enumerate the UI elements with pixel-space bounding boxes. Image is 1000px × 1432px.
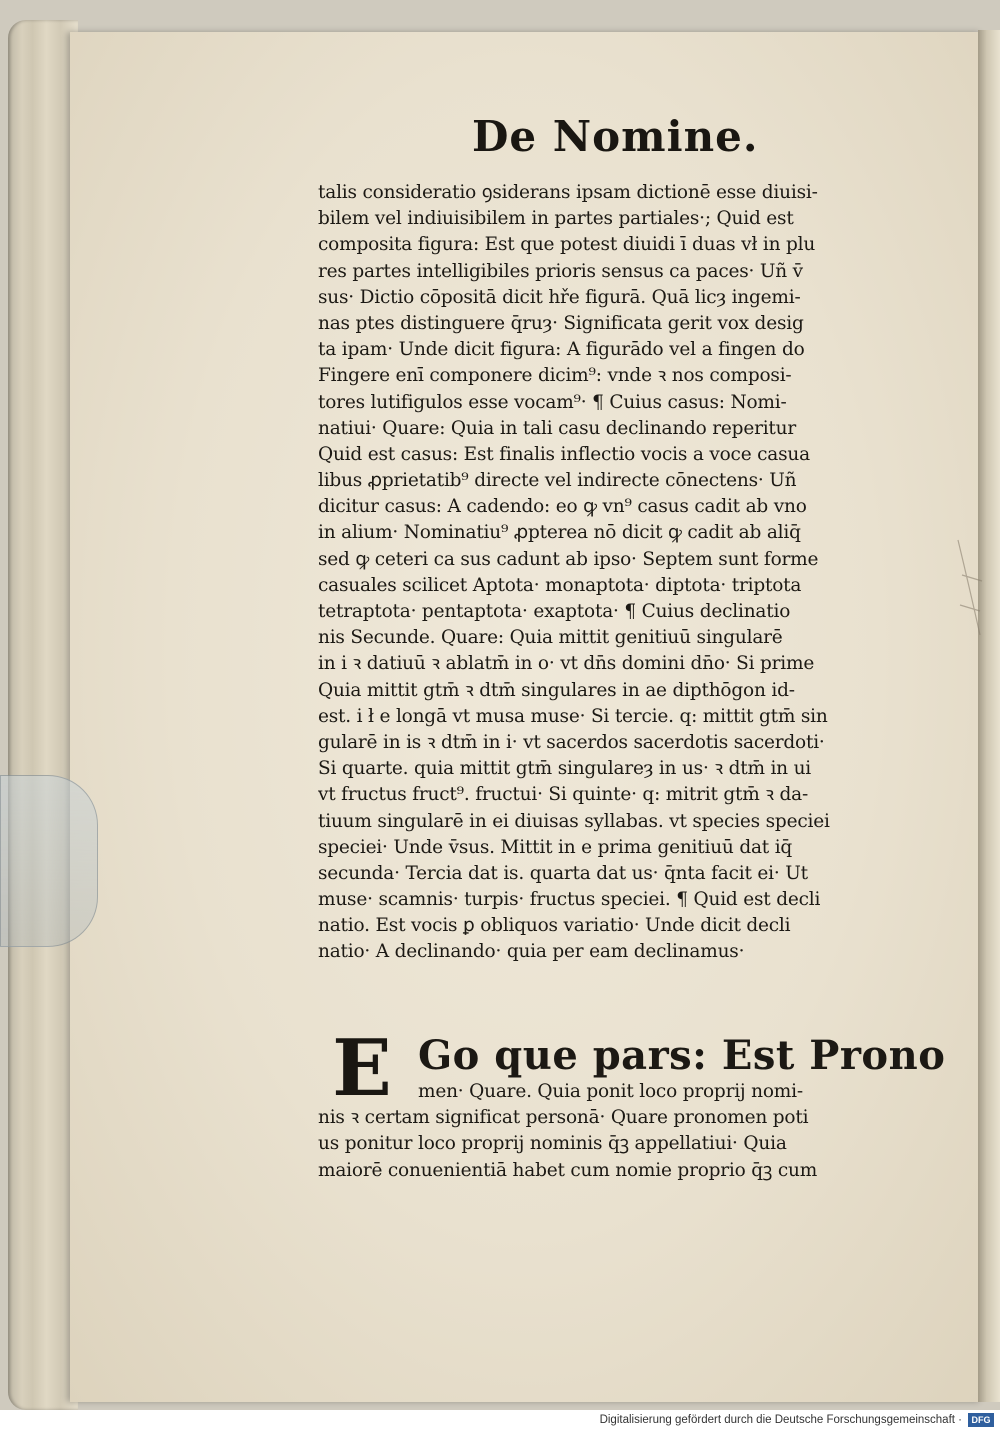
text-line: dicitur casus: A cadendo: eo ꝙ vn⁹ casus cadit ab vno xyxy=(318,496,807,518)
text-line: Fingere enī componere dicim⁹: vnde ꝛ nos composi- xyxy=(318,365,792,387)
text-line: ta ipam· Unde dicit figura: A figurādo vel a fingen do xyxy=(318,339,805,361)
text-line: in i ꝛ datiuū ꝛ ablatm̄ in o· vt dn̄s domini dn̄o· Si prime xyxy=(318,653,815,675)
text-line: nis Secunde. Quare: Quia mittit genitiuū singularē xyxy=(318,627,783,649)
text-line: sed ꝙ ceteri ca sus cadunt ab ipso· Septem sunt forme xyxy=(318,548,819,570)
text-line: secunda· Tercia dat is. quarta dat us· q̄nta facit ei· Ut xyxy=(318,862,808,884)
text-line: Quia mittit gtm̄ ꝛ dtm̄ singulares in ae dipthōgon id- xyxy=(318,679,795,701)
text-line: in alium· Nominatiu⁹ ꝓpterea nō dicit ꝙ cadit ab aliq̄ xyxy=(318,522,801,544)
text-line: natio. Est vocis ꝑ obliquos variatio· Unde dicit decli xyxy=(318,915,791,937)
text-line: muse· scamnis· turpis· fructus speciei. ¶ Quid est decli xyxy=(318,889,821,911)
body-text xyxy=(318,180,888,966)
text-line: tores lutifigulos esse vocam⁹· ¶ Cuius casus: Nomi- xyxy=(318,391,787,413)
text-line: nas ptes distinguere q̄ruȝ· Significata gerit vox desig xyxy=(318,312,804,334)
text-line: composita figura: Est que potest diuidi ī duas vł in plu xyxy=(318,234,816,256)
text-line: sus· Dictio cōpositā dicit hře figurā. Quā licȝ ingemi- xyxy=(318,286,801,308)
text-line: bilem vel indiuisibilem in partes partiales·; Quid est xyxy=(318,208,794,230)
text-line: natiui· Quare: Quia in tali casu declinando reperitur xyxy=(318,417,797,439)
text-line: libus ꝓprietatib⁹ directe vel indirecte cōnectens· Uñ xyxy=(318,470,797,492)
decorated-initial: E xyxy=(332,1023,392,1114)
page-edges-left xyxy=(8,20,78,1410)
pencil-annotation-mark xyxy=(950,535,990,645)
text-line: casuales scilicet Aptota· monaptota· diptota· triptota xyxy=(318,574,802,596)
text-line: gularē in is ꝛ dtm̄ in i· vt sacerdos sacerdotis sacerdoti· xyxy=(318,731,825,753)
page-gutter-right xyxy=(978,30,1000,1402)
text-line: tiuum singularē in ei diuisas syllabas. vt species speciei xyxy=(318,810,830,832)
digitization-credit: Digitalisierung gefördert durch die Deutsche Forschungsgemeinschaft · xyxy=(599,1414,962,1426)
text-line: us ponitur loco proprij nominis q̄ꝫ appellatiui· Quia xyxy=(318,1133,787,1155)
section-heading-line: Go que pars: Est Prono xyxy=(418,1032,946,1079)
text-line: speciei· Unde v̄sus. Mittit in e prima genitiuū dat iq̄ xyxy=(318,836,793,858)
dfg-logo[interactable]: DFG xyxy=(968,1413,994,1427)
text-line: talis consideratio ꝯsiderans ipsam dictionē esse diuisi- xyxy=(318,182,818,203)
text-line: Quid est casus: Est finalis inflectio vocis a voce casua xyxy=(318,443,810,465)
text-line: natio· A declinando· quia per eam declinamus· xyxy=(318,941,745,963)
text-line: nis ꝛ certam significat personā· Quare pronomen poti xyxy=(318,1107,809,1129)
text-line: tetraptota· pentaptota· exaptota· ¶ Cuius declinatio xyxy=(318,601,791,622)
running-head: De Nomine. xyxy=(472,112,759,161)
text-line: maiorē conuenientiā habet cum nomie proprio q̄ꝫ cum xyxy=(318,1159,818,1181)
text-line: res partes intelligibiles prioris sensus ca paces· Uñ v̄ xyxy=(318,260,803,282)
text-line: men· Quare. Quia ponit loco proprij nomi- xyxy=(418,1081,803,1102)
text-line: est. i ł e longā vt musa muse· Si tercie. q: mittit gtm̄ sin xyxy=(318,705,828,727)
text-line: Si quarte. quia mittit gtm̄ singulareȝ in us· ꝛ dtm̄ in ui xyxy=(318,758,812,780)
text-line: vt fructus fruct⁹. fructui· Si quinte· q: mitrit gtm̄ ꝛ da- xyxy=(318,784,809,806)
book-clip xyxy=(0,775,98,947)
